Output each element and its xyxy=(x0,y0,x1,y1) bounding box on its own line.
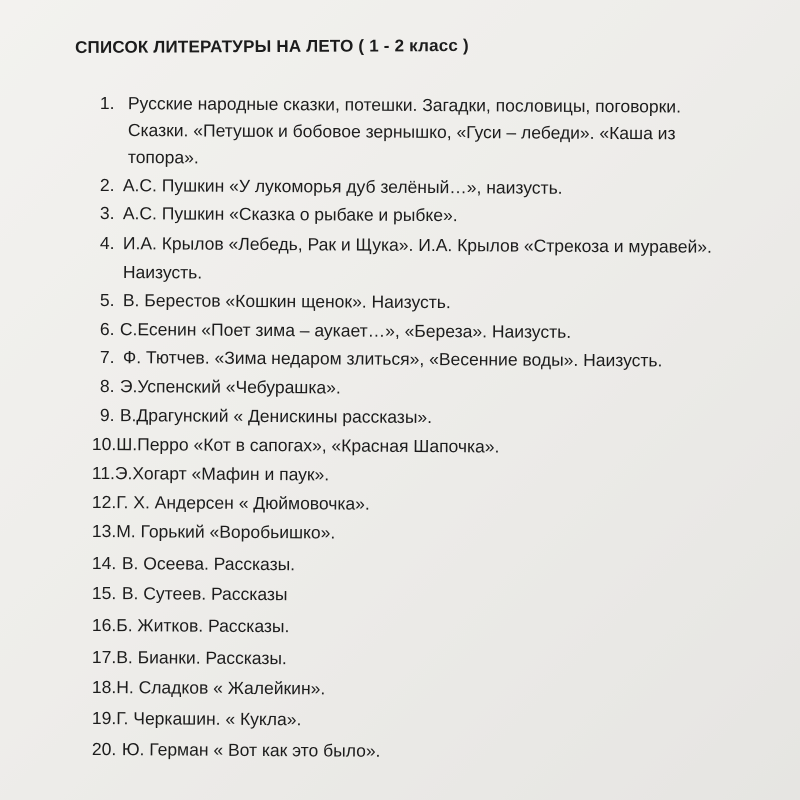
item-number: 8. xyxy=(99,375,115,397)
item-text: Русские народные сказки, потешки. Загадки, пословицы, поговорки. xyxy=(127,93,682,117)
list-item xyxy=(92,705,302,732)
item-number: 5. xyxy=(99,289,115,311)
item-text: А.С. Пушкин «У лукоморья дуб зелёный…», наизусть. xyxy=(122,175,563,198)
item-text: Ф. Тютчев. «Зима недаром злиться», «Весенние воды». Наизусть. xyxy=(122,347,663,371)
item-number: 4. xyxy=(99,232,115,254)
item-text: Э.Успенский «Чебурашка». xyxy=(119,376,341,398)
list-item xyxy=(100,230,712,260)
item-text: В. Бианки. Рассказы. xyxy=(116,647,287,669)
item-text: Э.Хогарт «Мафин и паук». xyxy=(114,463,330,485)
item-text: А.С. Пушкин «Сказка о рыбаке и рыбке». xyxy=(122,203,458,226)
item-text: Ю. Герман « Вот как это было». xyxy=(121,739,381,761)
list-item xyxy=(92,580,288,607)
item-number: 16. xyxy=(91,614,117,636)
item-text-continuation: Сказки. «Петушок и бобовое зернышко, «Гуси – лебеди». «Каша из xyxy=(127,119,676,144)
item-text: В.Драгунский « Денискины рассказы». xyxy=(119,405,433,428)
list-item xyxy=(92,612,290,639)
item-text: Ш.Перро «Кот в сапогах», «Красная Шапочка». xyxy=(116,434,500,457)
list-item xyxy=(92,550,295,577)
item-number: 12. xyxy=(91,491,117,513)
list-item xyxy=(92,489,370,517)
item-number: 3. xyxy=(99,202,115,224)
item-number: 2. xyxy=(99,174,115,196)
item-number: 20. xyxy=(91,738,117,760)
list-item xyxy=(100,287,451,315)
list-item xyxy=(100,316,571,345)
list-item xyxy=(92,518,335,545)
item-text: В. Сутеев. Рассказы xyxy=(121,583,288,605)
list-item xyxy=(100,200,458,228)
item-text-continuation: топора». xyxy=(127,146,199,168)
item-text: С.Есенин «Поет зима – аукает…», «Береза». Наизусть. xyxy=(119,319,572,342)
item-text: И.А. Крылов «Лебедь, Рак и Щука». И.А. Крылов «Стрекоза и муравей». xyxy=(122,233,712,257)
list-item xyxy=(92,736,381,764)
item-number: 18. xyxy=(91,676,117,698)
item-text: В. Берестов «Кошкин щенок». Наизусть. xyxy=(122,290,451,313)
list-item xyxy=(100,373,341,400)
item-text: Г. Х. Андерсен « Дюймовочка». xyxy=(116,492,370,514)
list-item xyxy=(92,644,287,671)
item-number: 14. xyxy=(91,552,117,574)
item-text-continuation: Наизусть. xyxy=(122,261,203,283)
list-item xyxy=(100,344,663,373)
item-number: 13. xyxy=(91,520,117,542)
item-number: 9. xyxy=(99,404,115,426)
list-item xyxy=(100,172,563,201)
list-item xyxy=(92,674,325,701)
item-number: 1. xyxy=(99,92,115,114)
list-item xyxy=(100,402,432,430)
item-number: 6. xyxy=(99,318,115,340)
item-number: 15. xyxy=(91,582,117,604)
item-text: Г. Черкашин. « Кукла». xyxy=(116,708,302,730)
item-text: М. Горький «Воробьишко». xyxy=(116,521,336,543)
page-title: СПИСОК ЛИТЕРАТУРЫ НА ЛЕТО ( 1 - 2 класс ) xyxy=(75,35,469,57)
item-number: 17. xyxy=(91,646,117,668)
item-number: 19. xyxy=(91,707,117,729)
item-number: 7. xyxy=(99,346,115,368)
list-item xyxy=(92,460,329,487)
list-item xyxy=(100,90,681,120)
item-text: Б. Житков. Рассказы. xyxy=(116,615,290,637)
item-text: В. Осеева. Рассказы. xyxy=(121,553,296,575)
item-number: 11. xyxy=(91,462,116,484)
list-item xyxy=(92,431,500,459)
item-text: Н. Сладков « Жалейкин». xyxy=(116,677,326,699)
item-number: 10. xyxy=(91,433,117,455)
